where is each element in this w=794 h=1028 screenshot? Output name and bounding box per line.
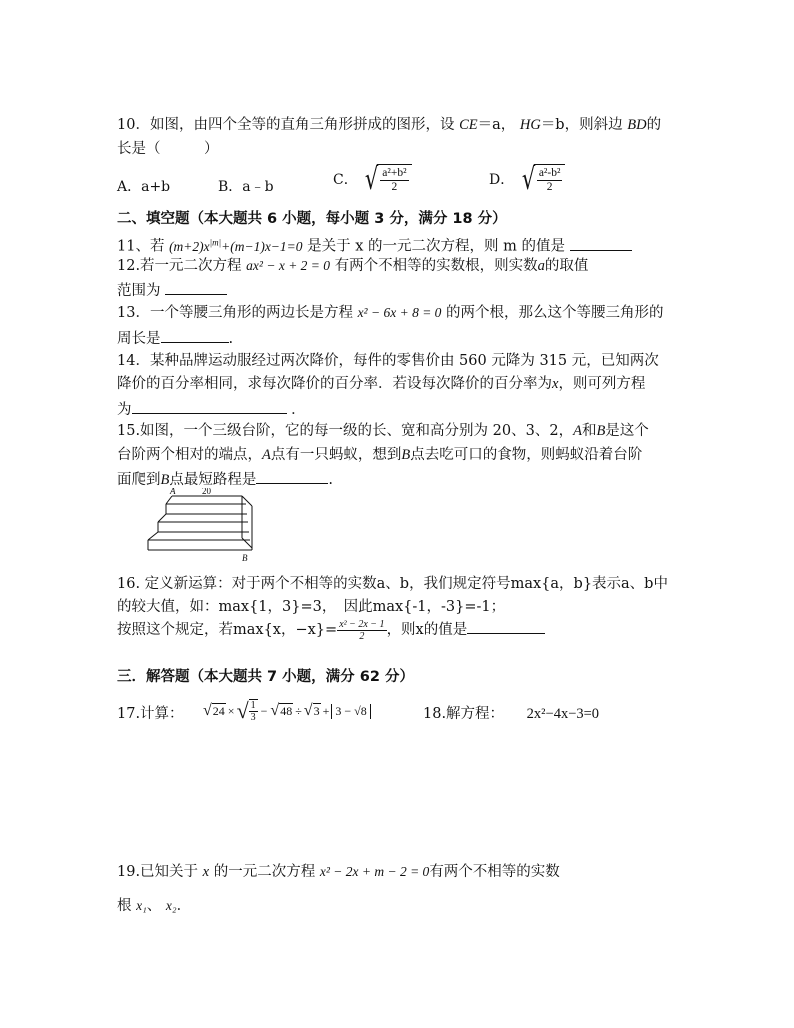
q12-line1 <box>117 256 588 276</box>
q19-line1 <box>117 862 560 882</box>
q15-end: . <box>328 472 333 488</box>
q14-line2 <box>117 374 645 394</box>
q12-text2: 的取值 <box>544 258 589 274</box>
q18-line <box>423 704 599 724</box>
q10-option-d-label: D． <box>489 172 515 188</box>
q11-line <box>117 232 632 257</box>
q14-var: x <box>552 376 559 392</box>
q17-plus: + <box>322 703 330 718</box>
q13-line2 <box>117 327 233 349</box>
q10-eq-b: ＝b，则斜边 <box>540 117 623 133</box>
staircase-label-a: A <box>170 488 176 496</box>
q19-line2-text: 根 <box>117 898 132 914</box>
q10-hg: HG <box>519 117 541 133</box>
q14-line3 <box>117 398 306 420</box>
q16-line3-b: ，则x的值是 <box>386 622 468 638</box>
q17-times: × <box>227 703 235 718</box>
q19-x1: x₁ <box>136 898 147 913</box>
q13-answer-blank[interactable] <box>161 327 229 343</box>
q19-sep: 、 <box>146 898 162 914</box>
q17-expression: √ 24 × √ $\frac{1}{3}$ − √ 48 ÷ √ 3 + 3 − √8 <box>203 698 371 724</box>
q16-frac-den: 2 <box>359 630 365 642</box>
q15-line1-b: 是这个 <box>605 423 649 439</box>
q19-var: x <box>202 864 210 880</box>
q13-prefix: 13．一个等腰三角形的两边长是方程 <box>117 305 353 321</box>
q15-b2: B <box>401 447 411 463</box>
q12-line2-text: 范围为 <box>117 283 161 299</box>
staircase-figure <box>138 488 258 568</box>
q15-a: A <box>573 423 582 439</box>
q13-line1 <box>117 303 664 323</box>
q12-answer-blank[interactable] <box>165 279 227 295</box>
q16-line1: 16. 定义新运算：对于两个不相等的实数a、b，我们规定符号max{a，b}表示a、b中 <box>117 576 668 592</box>
q14-line2-b: ，则可列方程 <box>558 376 646 392</box>
q10-text: 10．如图，由四个全等的直角三角形拼成的图形，设 <box>117 117 455 133</box>
q10-option-d-den: 2 <box>546 181 553 193</box>
q15-line3-b: 点最短路程是 <box>169 472 257 488</box>
q19-line1-a: 19.已知关于 <box>117 864 199 880</box>
q15-answer-blank[interactable] <box>256 468 328 484</box>
q11-prefix: 11、若 <box>117 238 165 255</box>
q10-line2: 长是（ ） <box>117 141 219 157</box>
q15-b: B <box>596 423 606 439</box>
q13-text: 的两个根，那么这个等腰三角形的 <box>446 305 664 321</box>
q17-minus: − <box>260 703 268 718</box>
q15-line3-a: 面爬到 <box>117 472 161 488</box>
q15-a2: A <box>262 447 271 463</box>
q13-line2-text: 周长是 <box>117 331 161 347</box>
q16-line3-a: 按照这个规定，若max{x，−x}= <box>117 622 338 638</box>
q17-div: ÷ <box>295 703 302 718</box>
q10-option-d-sqrt: √ $\frac{\text{a²-b²}}{2}$ <box>519 164 566 196</box>
q18-label: 18.解方程： <box>423 706 505 722</box>
q12-line2 <box>117 279 227 301</box>
q19-end: ． <box>176 898 192 914</box>
q14-line3-text: 为 <box>117 402 132 418</box>
q19-line2 <box>117 896 191 916</box>
q10-option-c-den: 2 <box>391 181 398 193</box>
q10-option-d-num: a²-b² <box>538 167 561 179</box>
q15-line1-a: 15.如图，一个三级台阶，它的每一级的长、宽和高分别为 20、3、2， <box>117 423 574 439</box>
q15-line2-c: 点去吃可口的食物，则蚂蚁沿着台阶 <box>410 447 643 463</box>
q16-line3 <box>117 618 545 642</box>
q19-x2: x₂ <box>165 898 177 913</box>
q10-option-b: B．a﹣b <box>218 179 274 195</box>
q18-expr: 2x²−4x−3=0 <box>526 706 600 722</box>
q14-line2-a: 降价的百分率相同，求每次降价的百分率．若设每次降价的百分率为 <box>117 376 552 392</box>
section2-title: 二、填空题（本大题共 6 小题，每小题 3 分，满分 18 分） <box>117 211 507 227</box>
q11-answer-blank[interactable] <box>570 235 632 251</box>
q10-option-c-num: a²+b² <box>382 167 407 179</box>
q17-r24: 24 <box>212 704 225 718</box>
q15-line2 <box>117 445 642 465</box>
q16-answer-blank[interactable] <box>467 618 545 634</box>
q16-frac-num: x² − 2x − 1 <box>339 618 385 630</box>
q19-line1-b: 的一元二次方程 <box>213 864 316 880</box>
q17-r48: 48 <box>280 704 293 718</box>
q17-abs: 3 − √8 <box>331 704 370 719</box>
q12-var: a <box>537 258 545 274</box>
q14-end: ． <box>291 402 306 418</box>
q13-end: . <box>228 331 234 347</box>
staircase-label-20: 20 <box>202 488 211 496</box>
q10-ce: CE <box>459 117 478 133</box>
q15-line3 <box>117 468 333 490</box>
q10-suffix: 的 <box>646 117 662 133</box>
staircase-label-b: B <box>242 553 248 563</box>
q10-option-c-label: C． <box>333 172 358 188</box>
q10-option-a: A．a+b <box>117 179 171 195</box>
q17-label: 17.计算： <box>117 706 184 722</box>
q11-text: 是关于 x 的一元二次方程，则 m 的值是 <box>307 238 566 255</box>
section3-title: 三．解答题（本大题共 7 小题，满分 62 分） <box>117 669 414 685</box>
q19-expr: x² − 2x + m − 2 = 0 <box>319 864 430 879</box>
q17-line <box>117 704 184 724</box>
q12-prefix: 12.若一元二次方程 <box>117 258 242 274</box>
q10-bd: BD <box>627 117 647 133</box>
q13-expr: x² − 6x + 8 = 0 <box>357 305 442 320</box>
q10-option-d <box>489 164 565 196</box>
q16-fraction <box>337 619 386 642</box>
q14-answer-blank[interactable] <box>132 398 287 414</box>
q16-line2: 的较大值，如：max{1，3}=3， 因此max{-1，-3}=-1； <box>117 599 506 615</box>
q12-expr: ax² − x + 2 = 0 <box>246 258 331 273</box>
q19-line1-c: 有两个不相等的实数 <box>429 864 560 880</box>
q14-line1: 14．某种品牌运动服经过两次降价，每件的零售价由 560 元降为 315 元，已知两次 <box>117 353 659 369</box>
q10-option-c <box>333 164 412 196</box>
q10-option-c-sqrt: √ $\frac{\text{a²+b²}}{2}$ <box>362 164 411 196</box>
q17-frac: $\frac{1}{3}$ <box>250 700 256 723</box>
q15-line2-a: 台阶两个相对的端点， <box>117 447 262 463</box>
q15-line1 <box>117 421 649 441</box>
q15-line2-b: 点有一只蚂蚁，想到 <box>270 447 402 463</box>
q15-and: 和 <box>581 423 597 439</box>
q10-line1 <box>117 115 661 135</box>
q17-r3: 3 <box>313 704 320 718</box>
q15-b3: B <box>160 472 170 488</box>
q11-expr: $(m+2)x^{|m|}+(m-1)x-1=0$ <box>169 237 303 254</box>
q12-text: 有两个不相等的实数根，则实数 <box>334 258 538 274</box>
q10-eq-a: ＝a， <box>477 117 516 133</box>
